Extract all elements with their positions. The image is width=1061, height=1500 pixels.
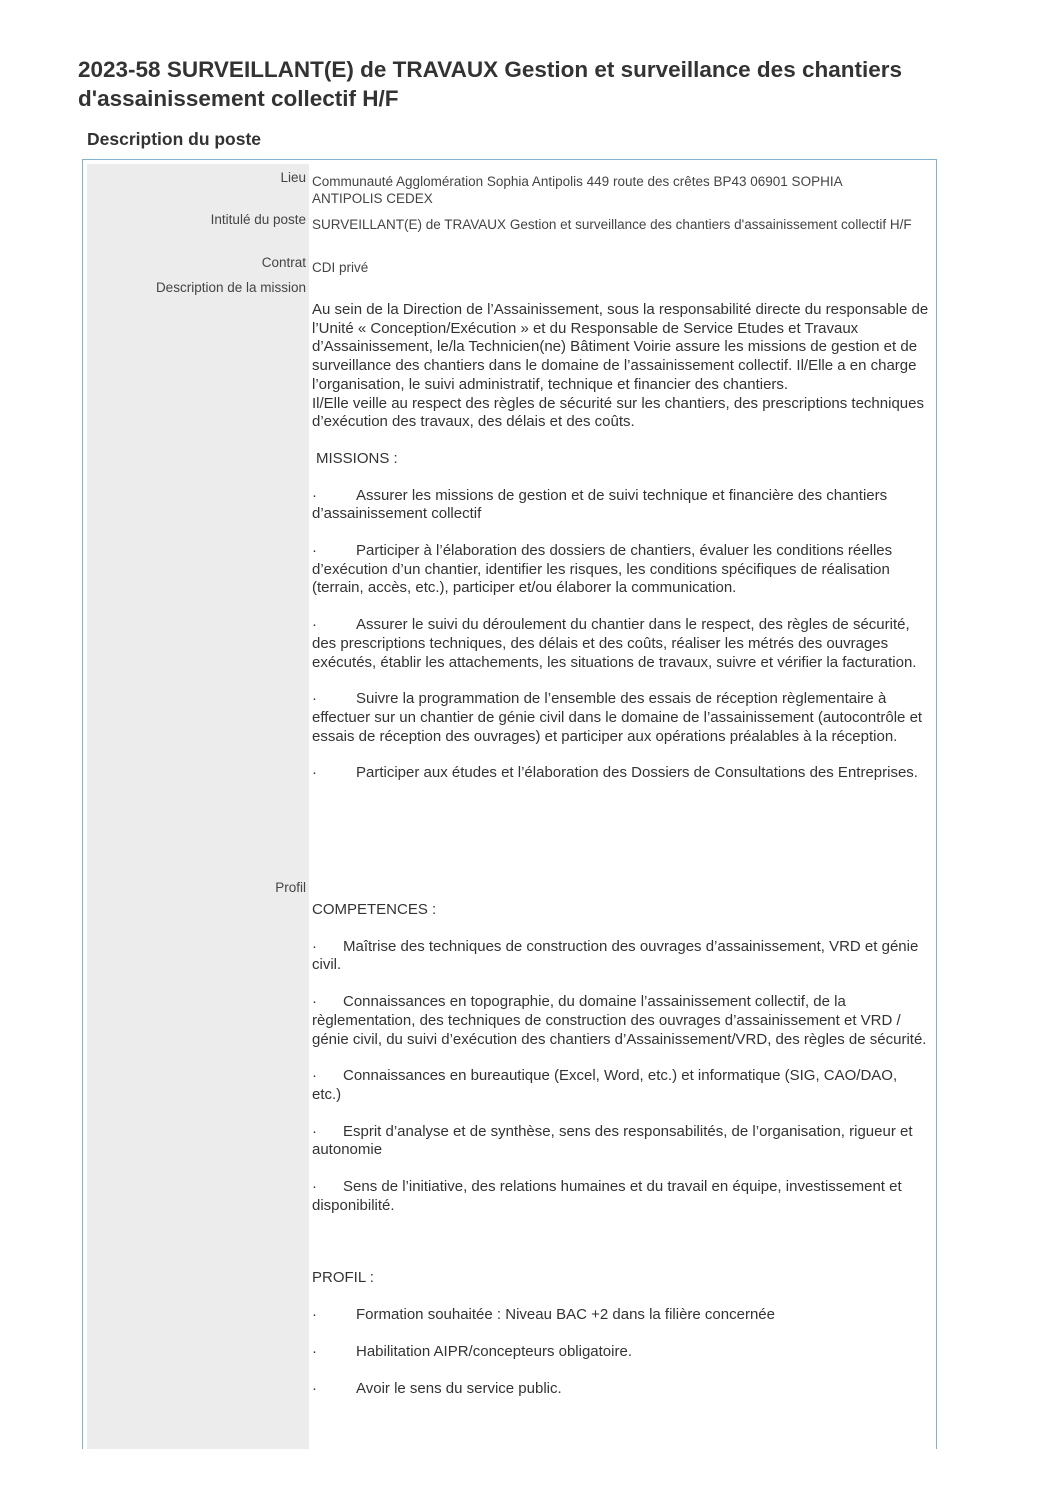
list-item [312, 1123, 930, 1160]
profil-heading: PROFIL : [312, 1269, 374, 1287]
list-item [312, 690, 930, 746]
page-title: 2023-58 SURVEILLANT(E) de TRAVAUX Gestion et surveillance des chantiers d'assainissement collectif H/F [78, 57, 902, 111]
bullet-marker: · [312, 1342, 317, 1360]
value-intitule: SURVEILLANT(E) de TRAVAUX Gestion et surveillance des chantiers d'assainissement collectif H/F [312, 217, 912, 232]
job-description-panel [82, 159, 937, 1449]
label-column [87, 164, 309, 1449]
competences-list [312, 938, 930, 1216]
bullet-marker: · [312, 690, 317, 708]
label-lieu: Lieu [280, 170, 306, 185]
label-contrat: Contrat [261, 255, 306, 270]
label-mission: Description de la mission [155, 280, 306, 295]
mission-content [312, 301, 930, 801]
missions-list [312, 487, 930, 783]
bullet-marker: · [312, 1122, 317, 1140]
profil-list [312, 1306, 930, 1398]
label-intitule: Intitulé du poste [210, 212, 306, 227]
list-item-text: Suivre la programmation de l’ensemble des essais de réception règlementaire à effectuer sur un chantier de génie civil dans le domaine de l’assainissement (autocontrôle et essais de réception des ouvrages) et participer aux opérations préalables à la réception. [312, 690, 923, 745]
profil-content [312, 901, 930, 1416]
list-item-text: Sens de l’initiative, des relations humaines et du travail en équipe, investissement et disponibilité. [312, 1178, 902, 1214]
list-item [312, 1178, 930, 1215]
bullet-marker: · [312, 486, 317, 504]
value-lieu: Communauté Agglomération Sophia Antipolis 449 route des crêtes BP43 06901 SOPHIA ANTIPOLIS CEDEX [312, 174, 842, 206]
list-item-text: Habilitation AIPR/concepteurs obligatoire. [356, 1342, 632, 1360]
list-item-text: Assurer les missions de gestion et de suivi technique et financière des chantiers d’assainissement collectif [312, 486, 888, 523]
section-title: Description du poste [87, 129, 262, 149]
bullet-marker: · [312, 1067, 317, 1085]
missions-heading: MISSIONS : [316, 449, 398, 467]
list-item [312, 1343, 930, 1362]
bullet-marker: · [312, 1379, 317, 1397]
list-item-text: Connaissances en bureautique (Excel, Word, etc.) et informatique (SIG, CAO/DAO, etc.) [312, 1067, 898, 1103]
bullet-marker: · [312, 764, 317, 782]
mission-intro: Au sein de la Direction de l’Assainissement, sous la responsabilité directe du responsable de l’Unité « Conception/Exécution » et du Responsable de Service Etudes et Travaux d’Assainissement, le/la Technicien(ne) Bâtiment Voirie assure les missions de gestion et de surveillance des chantiers dans le domaine de l’assainissement collectif. Il/Elle a en charge l’organisation, le suivi administratif, technique et financier des chantiers. [312, 301, 929, 393]
list-item-text: Esprit d’analyse et de synthèse, sens des responsabilités, de l’organisation, rigueur et autonomie [312, 1122, 913, 1159]
list-item [312, 616, 930, 672]
label-profil: Profil [275, 880, 306, 895]
list-item-text: Avoir le sens du service public. [356, 1379, 562, 1397]
list-item [312, 1380, 930, 1399]
list-item-text: Participer à l’élaboration des dossiers de chantiers, évaluer les conditions réelles d’exécution d’un chantier, identifier les risques, les conditions spécifiques de réalisation (terrain, accès, etc.), participer et/ou élaborer la communication. [312, 542, 893, 597]
list-item [312, 938, 930, 975]
bullet-marker: · [312, 616, 317, 634]
competences-heading: COMPETENCES : [312, 901, 437, 918]
mission-intro-2: Il/Elle veille au respect des règles de sécurité sur les chantiers, des prescriptions techniques d’exécution des travaux, des délais et des coûts. [312, 394, 924, 431]
list-item [312, 487, 930, 524]
list-item [312, 542, 930, 598]
list-item [312, 764, 930, 783]
value-contrat: CDI privé [312, 260, 369, 275]
bullet-marker: · [312, 937, 317, 955]
list-item-text: Participer aux études et l’élaboration des Dossiers de Consultations des Entreprises. [356, 764, 918, 782]
list-item [312, 1067, 930, 1104]
list-item-text: Formation souhaitée : Niveau BAC +2 dans la filière concernée [356, 1306, 775, 1324]
bullet-marker: · [312, 1178, 317, 1196]
bullet-marker: · [312, 993, 317, 1011]
bullet-marker: · [312, 1306, 317, 1324]
list-item-text: Maîtrise des techniques de construction des ouvrages d’assainissement, VRD et génie civil. [312, 937, 919, 974]
list-item [312, 1306, 930, 1325]
list-item-text: Assurer le suivi du déroulement du chantier dans le respect, des règles de sécurité, des prescriptions techniques, des délais et des coûts, réaliser les métrés des ouvrages exécutés, établir les attachements, les situations de travaux, suivre et vérifier la facturation. [312, 616, 917, 671]
list-item [312, 993, 930, 1049]
bullet-marker: · [312, 542, 317, 560]
list-item-text: Connaissances en topographie, du domaine l’assainissement collectif, de la règlementation, des techniques de construction des ouvrages d’assainissement et VRD / génie civil, du suivi d’exécution des chantiers d’Assainissement/VRD, des règles de sécurité. [312, 993, 927, 1048]
